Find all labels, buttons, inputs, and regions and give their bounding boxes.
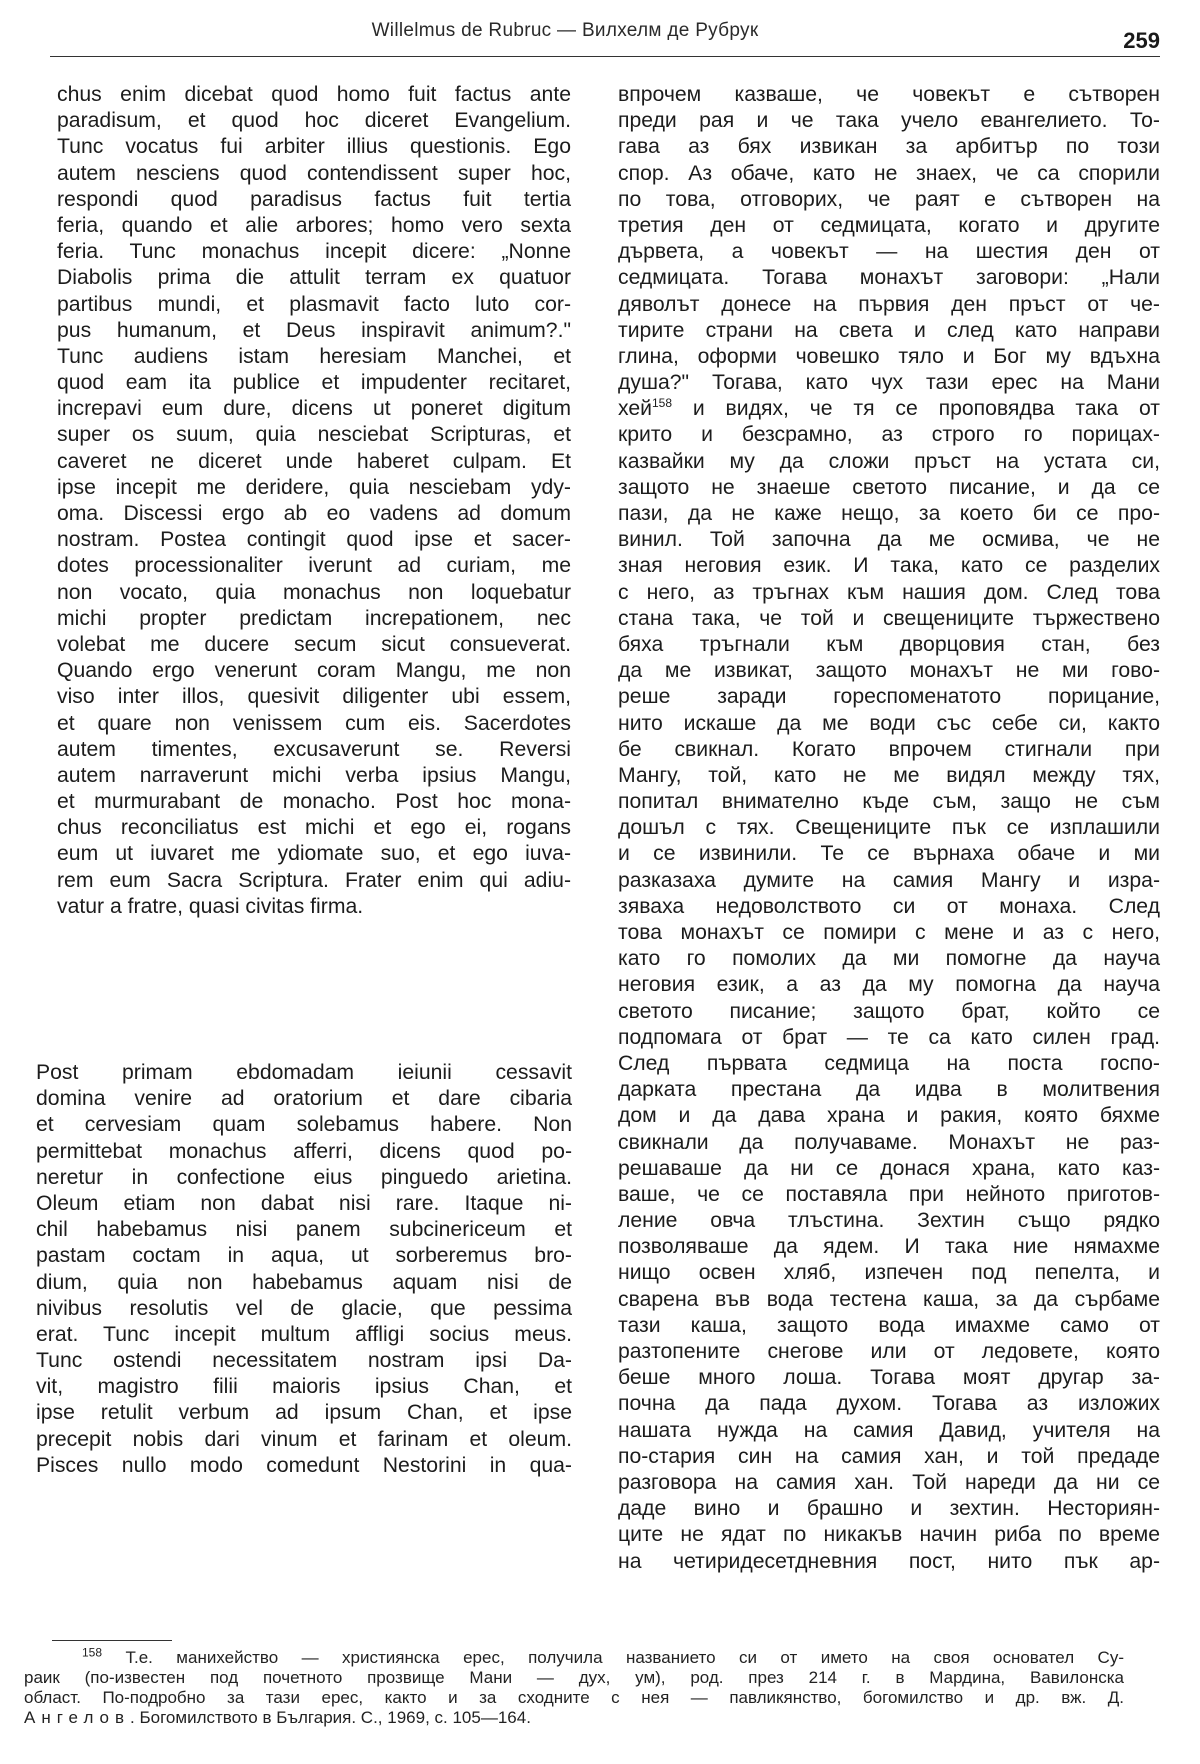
text-line: душа?" Тогава, като чух тази ерес на Мани [618, 371, 1160, 395]
text-line: vit, magistro filii maioris ipsius Chan, et [36, 1375, 572, 1399]
page-header [50, 18, 1160, 58]
text-line: почна да пада духом. Тогава аз изложих [618, 1392, 1160, 1416]
text-line: pastam coctam in aqua, ut sorberemus bro- [36, 1244, 572, 1268]
text-line: светото писание; защото брат, който се [618, 999, 1160, 1023]
text-line: подпомага от брат — те са като силен град. [618, 1025, 1160, 1049]
text-line: volebat me ducere secum sicut consueverat. [57, 632, 571, 656]
text-line: дом и да дава храна и ракия, която бяхме [618, 1104, 1160, 1128]
text-line: впрочем казваше, че човекът е сътворен [618, 83, 1160, 106]
text-line: permittebat monachus afferri, dicens quod po- [36, 1139, 572, 1163]
text-line: nivibus resolutis vel de glacie, que pessima [36, 1296, 572, 1320]
text-line: неговия език, а аз да му помогна да науча [618, 973, 1160, 997]
running-head: Willelmus de Rubruc — Вилхелм де Рубрук [371, 20, 759, 41]
page-number: 259 [1123, 28, 1160, 53]
text-line: feria. Tunc monachus incepit dicere: „Nonne [57, 240, 571, 264]
text-line: крито и безсрамно, аз строго го порицах- [618, 423, 1160, 447]
footnote-reference[interactable]: 158 [651, 396, 673, 411]
text-line: по това, отговорих, че раят е сътворен на [618, 187, 1160, 211]
text-line: Post primam ebdomadam ieiunii cessavit [36, 1061, 572, 1084]
latin-paragraph-2 [36, 1060, 572, 1479]
text-line: viso inter illos, quesivit diligenter ubi essem, [57, 685, 571, 709]
footnote-line: област. По-подробно за тази ерес, както и за сходните с нея — павликянство, богомилство и др. вж. Д. [24, 1688, 1124, 1707]
text-line: Diabolis prima die attulit terram ex quatuor [57, 266, 571, 290]
text-line: попитал внимателно къде съм, защо не съм [618, 790, 1160, 814]
text-line: ipse retulit verbum ad ipsum Chan, et ipse [36, 1401, 572, 1425]
text-line: erat. Tunc incepit multum affligi socius meus. [36, 1322, 572, 1346]
text-line: ците не ядат по никакъв начин риба по време [618, 1523, 1160, 1547]
text-line: Oleum etiam non dabat nisi rare. Itaque ni- [36, 1191, 572, 1215]
text-line: свикнали да получаваме. Монахът не раз- [618, 1130, 1160, 1154]
text-line: nostram. Postea contingit quod ipse et sacer- [57, 528, 571, 552]
text-line: казвайки му да сложи пръст на устата си, [618, 449, 1160, 473]
text-line: реше заради гореспоменатото порицание, [618, 685, 1160, 709]
text-line: седмицата. Тогава монахът заговори: „Нали [618, 266, 1160, 290]
text-line: гава аз бях извикан за арбитър по този [618, 135, 1160, 159]
text-line: paradisum, et quod hoc diceret Evangelium. [57, 109, 571, 133]
bulgarian-translation-column [618, 82, 1160, 1575]
text-line: pus humanum, et Deus inspiravit animum?." [57, 318, 571, 342]
text-line: След първата седмица на поста госпо- [618, 1051, 1160, 1075]
footnote-line: $^{158}$ Т.е. манихейство — християнска ерес, получила названието си от името на своя основател Су- [82, 1645, 1124, 1667]
text-line: и се извинили. Те се върнаха обаче и ми [618, 842, 1160, 866]
text-line: третия ден от седмицата, когато и другите [618, 213, 1160, 237]
text-line: по-стария син на самия хан, и той предаде [618, 1444, 1160, 1468]
text-line: ipse incepit me deridere, quia nesciebam ydy- [57, 475, 571, 499]
text-line: дарката престана да идва в молитвения [618, 1078, 1160, 1102]
text-line: защото не знаеше светото писание, и да се [618, 475, 1160, 499]
text-line: пази, да не каже нещо, за което би се про- [618, 502, 1160, 525]
text-line: domina venire ad oratorium et dare cibaria [36, 1087, 572, 1111]
text-line: разтопените снегове или от ледовете, която [618, 1340, 1160, 1363]
text-line: нищо освен хляб, изпечен под пепелта, и [618, 1261, 1160, 1285]
text-line: преди рая и че така учело евангелието. То- [618, 109, 1160, 133]
text-line: спор. Аз обаче, като не знаех, че са спорили [618, 161, 1160, 185]
text-line: chus enim dicebat quod homo fuit factus ante [57, 83, 571, 106]
text-line: increpavi eum dure, dicens ut poneret digitum [57, 397, 571, 421]
text-line: разказаха думите на самия Мангу и изра- [618, 868, 1160, 892]
text-line: на четиридесетдневния пост, нито пък ар- [618, 1549, 1160, 1573]
text-line: тази каша, защото вода имахме само от [618, 1313, 1160, 1337]
text-line: autem nesciens quod contendissent super hoc, [57, 161, 571, 185]
text-line: решаваше да ни се донася храна, като каз- [618, 1156, 1160, 1180]
footnote-author: Ангелов [24, 1708, 131, 1727]
text-line: дървета, а човекът — на шестия ден от [618, 240, 1160, 264]
text-line: eum ut iuvaret me ydiomate suo, et ego iuva- [57, 842, 571, 866]
text-line: non vocato, quia monachus non loquebatur [57, 580, 571, 604]
text-line: дошъл с тях. Свещениците пък се изплашили [618, 816, 1160, 840]
text-line: et murmurabant de monacho. Post hoc mona- [57, 790, 571, 814]
text-line: chil habebamus nisi panem subcinericeum et [36, 1218, 572, 1242]
text-line: Pisces nullo modo comedunt Nestorini in qua- [36, 1453, 572, 1477]
text-line: oma. Discessi ergo ab eo vadens ad domum [57, 502, 571, 525]
text-line: Tunc ostendi necessitatem nostram ipsi Da- [36, 1349, 572, 1373]
text-line: като го помолих да ми помогне да науча [618, 947, 1160, 971]
text-line: бяха тръгнали към дворцовия стан, без [618, 632, 1160, 656]
text-line: Tunc vocatus fui arbiter illius questionis. Ego [57, 135, 571, 159]
text-line: дяволът донесе на първия ден пръст от че- [618, 292, 1160, 316]
footnote-rule [52, 1640, 172, 1641]
text-line: зная неговия език. И така, като се разделих [618, 554, 1160, 578]
text-line: да ме извикат, защото монахът не ми гово- [618, 659, 1160, 683]
text-line: precepit nobis dari vinum et farinam et oleum. [36, 1427, 572, 1451]
text-line: нашата нужда на самия Давид, учителя на [618, 1418, 1160, 1442]
text-line: dium, quia non habebamus aquam nisi de [36, 1270, 572, 1294]
text-line: autem timentes, excusaverunt se. Reversi [57, 737, 571, 761]
text-line: беше много лоша. Тогава моят другар за- [618, 1366, 1160, 1390]
text-line: ление овча тлъстина. Зехтин също рядко [618, 1209, 1160, 1233]
text-line: позволяваше да ядем. И така ние нямахме [618, 1235, 1160, 1259]
text-line: chus reconciliatus est michi et ego ei, rogans [57, 816, 571, 840]
text-line: partibus mundi, et plasmavit facto luto cor- [57, 292, 571, 316]
text-line: michi propter predictam increpationem, nec [57, 606, 571, 630]
text-line: quod eam ita publice et impudenter recitaret, [57, 371, 571, 395]
text-line: тирите страни на света и след като направи [618, 318, 1160, 342]
text-line: Quando ergo venerunt coram Mangu, me non [57, 659, 571, 683]
text-line: feria, quando et alie arbores; homo vero sexta [57, 213, 571, 237]
text-line: caveret ne diceret unde haberet culpam. Et [57, 449, 571, 473]
text-line: глина, оформи човешко тяло и Бог му вдъхна [618, 344, 1160, 368]
text-line: зяваха недоволството си от монаха. След [618, 894, 1160, 918]
text-line: хей$^{158}$ и видях, че тя се проповядва така от [618, 396, 1160, 421]
text-line: ваше, че се поставяла при нейното приготов- [618, 1182, 1160, 1206]
text-line: даде вино и брашно и зехтин. Несториян- [618, 1497, 1160, 1521]
footnote-line: раик (по-известен под почетното прозвище Мани — дух, ум), род. през 214 г. в Мардина, Вавилонска [24, 1668, 1124, 1687]
text-line: разговора на самия хан. Той нареди да ни се [618, 1470, 1160, 1494]
footnote-mark: 158 [82, 1645, 103, 1660]
text-line: с него, аз тръгнах към нашия дом. След това [618, 580, 1160, 604]
text-line: това монахът се помири с мене и аз с него, [618, 921, 1160, 944]
text-line: autem narraverunt michi verba ipsius Mangu, [57, 763, 571, 787]
text-line: neretur in confectione eius pinguedo arietina. [36, 1165, 572, 1189]
text-line: стана така, че той и свещениците тържествено [618, 606, 1160, 630]
text-line: super os suum, quia nesciebat Scripturas, et [57, 423, 571, 447]
header-rule [50, 56, 1160, 57]
text-line: сварена във вода тестена каша, за да сърбаме [618, 1287, 1160, 1311]
text-line: dotes processionaliter iverunt ad curiam, me [57, 554, 571, 578]
latin-paragraph-1 [57, 82, 571, 920]
text-line: et quare non venissem cum eis. Sacerdotes [57, 711, 571, 735]
text-line: vatur a fratre, quasi civitas firma. [57, 894, 364, 918]
text-line: respondi quod paradisus factus fuit tertia [57, 187, 571, 211]
footnote-line: Ангелов. Богомилството в България. С., 1969, с. 105—164. [24, 1708, 531, 1727]
text-line: винил. Той започна да ме осмива, че не [618, 528, 1160, 552]
text-line: Tunc audiens istam heresiam Manchei, et [57, 344, 571, 368]
text-line: et cervesiam quam solebamus habere. Non [36, 1113, 572, 1137]
text-line: нито искаше да ме води със себе си, както [618, 711, 1160, 735]
text-line: rem eum Sacra Scriptura. Frater enim qui adiu- [57, 868, 571, 892]
text-line: бе свикнал. Когато впрочем стигнали при [618, 737, 1160, 761]
text-line: Мангу, той, като не ме видял между тях, [618, 763, 1160, 787]
footnote [24, 1645, 1124, 1728]
